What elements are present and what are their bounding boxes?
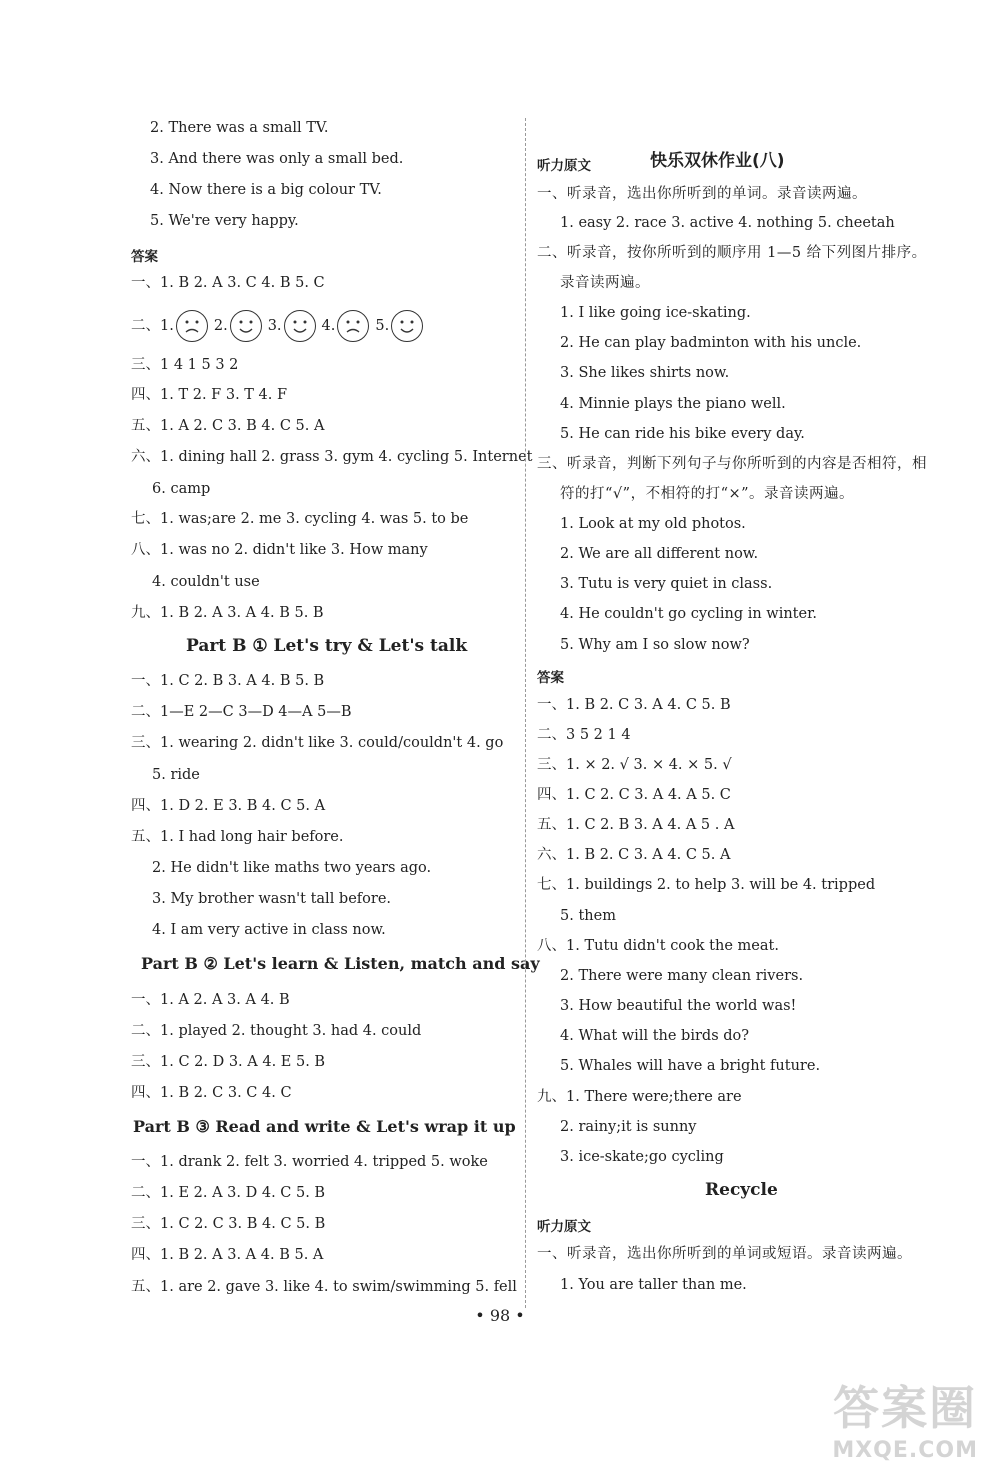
section-title: Part B ① Let's try & Let's talk [186, 636, 468, 656]
answer-line: 3. ice-skate;go cycling [560, 1149, 724, 1165]
faces-line [131, 310, 429, 342]
answer-line: 一、1. A 2. A 3. A 4. B [131, 992, 290, 1008]
answer-line: 三、1. C 2. D 3. A 4. E 5. B [131, 1054, 326, 1070]
answer-line: 一、1. drank 2. felt 3. worried 4. tripped 5. woke [131, 1154, 488, 1170]
text-line: 1. You are taller than me. [560, 1277, 747, 1293]
answer-line: 四、1. B 2. C 3. C 4. C [131, 1085, 292, 1101]
text-line: 2. There was a small TV. [150, 120, 329, 136]
happy-face-icon [230, 310, 262, 342]
answer-line: 二、3 5 2 1 4 [537, 727, 631, 743]
face-number: 2. [213, 318, 228, 334]
text-line: 3. And there was only a small bed. [150, 151, 404, 167]
answer-line: 七、1. was;are 2. me 3. cycling 4. was 5. to be [131, 511, 469, 527]
section-title: 快乐双休作业(八) [650, 151, 785, 171]
answer-line: 三、1. C 2. C 3. B 4. C 5. B [131, 1216, 326, 1232]
sad-face-icon [176, 310, 208, 342]
answer-line: 三、1. × 2. √ 3. × 4. × 5. √ [537, 757, 732, 773]
answer-line: 八、1. Tutu didn't cook the meat. [537, 938, 779, 954]
answer-line: 五、1. A 2. C 3. B 4. C 5. A [131, 418, 325, 434]
answer-line: 一、1. B 2. C 3. A 4. C 5. B [537, 697, 731, 713]
face-number: 3. [267, 318, 282, 334]
answer-line: 九、1. B 2. A 3. A 4. B 5. B [131, 605, 324, 621]
text-line: 1. Look at my old photos. [560, 516, 746, 532]
text-line: 4. He couldn't go cycling in winter. [560, 606, 818, 622]
answer-line: 七、1. buildings 2. to help 3. will be 4. tripped [537, 877, 876, 893]
answer-line: 3. How beautiful the world was! [560, 998, 797, 1014]
faces-prefix: 二、 [131, 318, 160, 334]
watermark-text: 答案圈 [833, 1381, 978, 1435]
answer-line: 五、1. C 2. B 3. A 4. A 5 . A [537, 817, 735, 833]
section-title: Part B ③ Read and write & Let's wrap it up [133, 1117, 516, 1136]
text-line: 1. easy 2. race 3. active 4. nothing 5. cheetah [560, 215, 895, 231]
text-line: 三、听录音，判断下列句子与你所听到的内容是否相符，相 [537, 456, 927, 472]
text-line: 3. Tutu is very quiet in class. [560, 576, 773, 592]
happy-face-icon [391, 310, 423, 342]
answer-line: 二、1. played 2. thought 3. had 4. could [131, 1023, 422, 1039]
text-line: 2. We are all different now. [560, 546, 759, 562]
text-line: 1. I like going ice-skating. [560, 305, 751, 321]
text-line: 二、听录音，按你所听到的顺序用 1—5 给下列图片排序。 [537, 245, 927, 261]
answer-line: 四、1. T 2. F 3. T 4. F [131, 387, 288, 403]
watermark-logo [832, 1372, 978, 1463]
text-line: 4. Minnie plays the piano well. [560, 396, 786, 412]
answer-line: 五、1. are 2. gave 3. like 4. to swim/swimming 5. fell [131, 1279, 517, 1295]
listening-label: 听力原文 [537, 158, 591, 174]
sad-face-icon [337, 310, 369, 342]
answer-line: 5. Whales will have a bright future. [560, 1058, 821, 1074]
text-line: 3. She likes shirts now. [560, 365, 730, 381]
answer-line: 3. My brother wasn't tall before. [152, 891, 392, 907]
answer-line: 三、1. wearing 2. didn't like 3. could/couldn't 4. go [131, 735, 504, 751]
section-title: Recycle [705, 1180, 778, 1200]
answer-line: 四、1. D 2. E 3. B 4. C 5. A [131, 798, 326, 814]
answer-line: 五、1. I had long hair before. [131, 829, 344, 845]
text-line: 4. Now there is a big colour TV. [150, 182, 382, 198]
answer-line: 六、1. dining hall 2. grass 3. gym 4. cycling 5. Internet [131, 449, 533, 465]
watermark-url: MXQE.COM [832, 1438, 978, 1463]
face-number: 1. [160, 318, 174, 334]
section-title: Part B ② Let's learn & Listen, match and say [141, 954, 540, 973]
answer-line: 一、1. B 2. A 3. C 4. B 5. C [131, 275, 325, 291]
answer-line: 二、1. E 2. A 3. D 4. C 5. B [131, 1185, 326, 1201]
happy-face-icon [284, 310, 316, 342]
answer-line: 2. He didn't like maths two years ago. [152, 860, 432, 876]
text-line: 录音读两遍。 [560, 275, 650, 291]
answer-line: 4. couldn't use [152, 574, 260, 590]
answer-line: 2. rainy;it is sunny [560, 1119, 697, 1135]
face-number: 4. [321, 318, 336, 334]
answer-line: 5. ride [152, 767, 200, 783]
answer-line: 四、1. B 2. A 3. A 4. B 5. A [131, 1247, 324, 1263]
answer-line: 4. What will the birds do? [560, 1028, 750, 1044]
answer-label: 答案 [537, 670, 564, 686]
text-line: 5. He can ride his bike every day. [560, 426, 805, 442]
answer-line: 六、1. B 2. C 3. A 4. C 5. A [537, 847, 731, 863]
text-line: 5. We're very happy. [150, 213, 299, 229]
answer-line: 九、1. There were;there are [537, 1089, 742, 1105]
answer-line: 2. There were many clean rivers. [560, 968, 804, 984]
answer-line: 八、1. was no 2. didn't like 3. How many [131, 542, 428, 558]
face-number: 5. [375, 318, 390, 334]
text-line: 一、听录音，选出你所听到的单词。录音读两遍。 [537, 186, 867, 202]
listening-label: 听力原文 [537, 1219, 591, 1235]
answer-label: 答案 [131, 249, 158, 265]
answer-line: 5. them [560, 908, 616, 924]
column-divider [525, 118, 526, 1308]
answer-line: 四、1. C 2. C 3. A 4. A 5. C [537, 787, 731, 803]
page-number: • 98 • [475, 1306, 525, 1325]
answer-line: 三、1 4 1 5 3 2 [131, 357, 239, 373]
answer-line: 二、1—E 2—C 3—D 4—A 5—B [131, 704, 352, 720]
answer-line: 6. camp [152, 481, 211, 497]
answer-line: 4. I am very active in class now. [152, 922, 386, 938]
text-line: 5. Why am I so slow now? [560, 637, 750, 653]
text-line: 2. He can play badminton with his uncle. [560, 335, 862, 351]
answer-line: 一、1. C 2. B 3. A 4. B 5. B [131, 673, 325, 689]
text-line: 符的打“√”，不相符的打“×”。录音读两遍。 [560, 486, 855, 502]
text-line: 一、听录音，选出你所听到的单词或短语。录音读两遍。 [537, 1246, 912, 1262]
